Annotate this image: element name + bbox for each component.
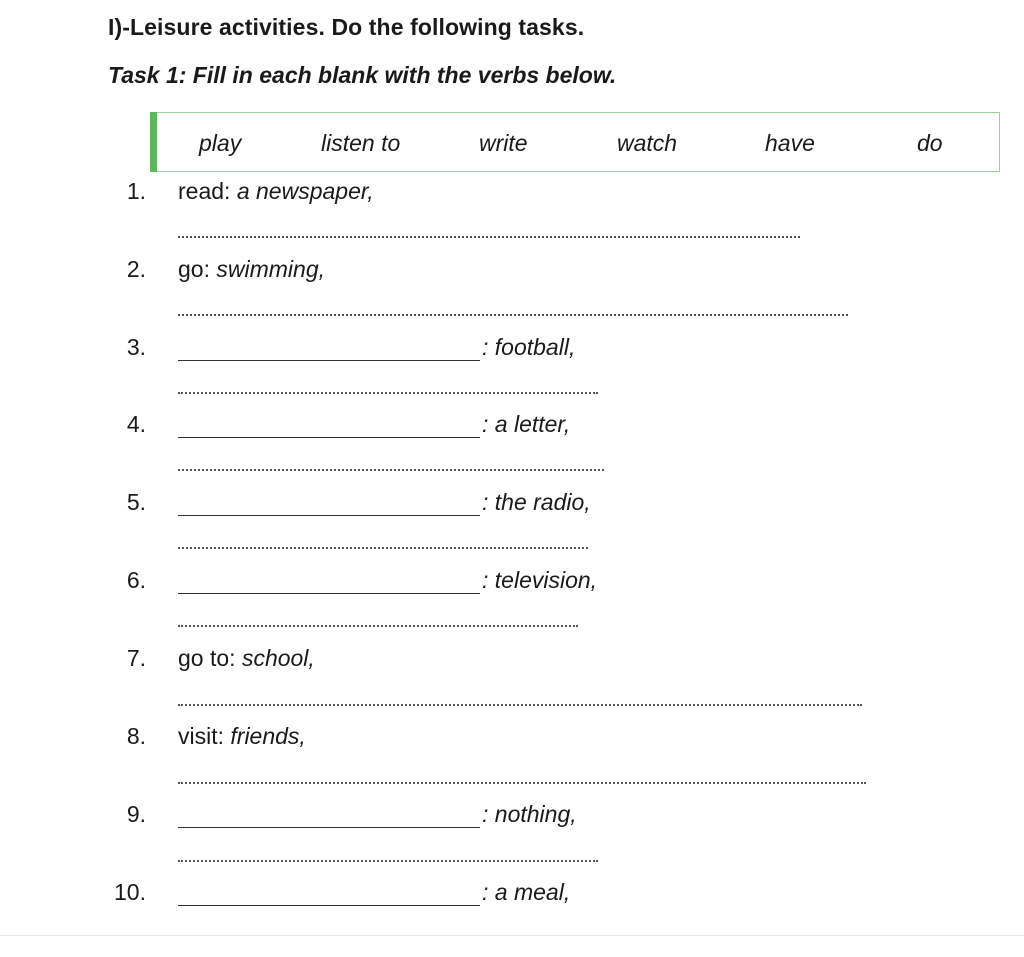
word-bank-item: play [199, 130, 242, 156]
word-bank-item: listen to [321, 130, 401, 156]
exercise-item-3 [0, 334, 1024, 374]
word-bank-accent-bar [150, 112, 157, 172]
exercise-item-4 [0, 411, 1024, 451]
verb-blank-4[interactable] [178, 411, 480, 438]
item-verb: visit: [178, 723, 224, 749]
page-bottom-divider [0, 935, 1024, 936]
exercise-item-5 [0, 489, 1024, 529]
item-object: : a letter, [482, 411, 571, 437]
item-verb: go to: [178, 645, 236, 671]
item-number: 5. [126, 489, 146, 515]
verb-blank-5[interactable] [178, 489, 480, 516]
verb-blank-9[interactable] [178, 801, 480, 828]
exercise-item-2 [0, 256, 1024, 296]
exercise-item-8 [0, 723, 1024, 763]
item-number: 2. [126, 256, 146, 282]
item-verb: go: [178, 256, 210, 282]
item-number: 3. [126, 334, 146, 360]
item-prompt [178, 723, 306, 750]
item-object: : football, [482, 334, 576, 360]
answer-line-2[interactable] [178, 312, 848, 316]
item-number: 9. [126, 801, 146, 827]
item-object: : a meal, [482, 879, 571, 905]
answer-line-6[interactable] [178, 623, 578, 627]
item-object: swimming, [216, 256, 325, 282]
answer-line-5[interactable] [178, 545, 588, 549]
item-prompt [178, 256, 325, 283]
exercise-item-9 [0, 801, 1024, 841]
exercise-item-1 [0, 178, 1024, 218]
verb-blank-10[interactable] [178, 879, 480, 906]
item-number: 10. [114, 879, 146, 905]
answer-line-3[interactable] [178, 390, 598, 394]
exercise-item-10 [0, 879, 1024, 919]
item-prompt [178, 178, 374, 205]
word-bank-item: do [917, 130, 943, 156]
item-number: 4. [126, 411, 146, 437]
word-bank-item: write [479, 130, 528, 156]
exercise-item-7 [0, 645, 1024, 685]
verb-blank-6[interactable] [178, 567, 480, 594]
word-bank-item: have [765, 130, 815, 156]
item-object: a newspaper, [236, 178, 374, 204]
exercise-item-6 [0, 567, 1024, 607]
item-object: : the radio, [482, 489, 591, 515]
word-bank-box [150, 112, 1000, 172]
answer-line-4[interactable] [178, 467, 604, 471]
answer-line-9[interactable] [178, 858, 598, 862]
item-number: 1. [126, 178, 146, 204]
section-heading: I)-Leisure activities. Do the following tasks. [108, 14, 585, 40]
item-prompt [178, 645, 315, 672]
item-object: : nothing, [482, 801, 577, 827]
item-object: : television, [482, 567, 598, 593]
word-bank-item: watch [617, 130, 678, 156]
item-object: friends, [230, 723, 306, 749]
item-number: 6. [126, 567, 146, 593]
answer-line-8[interactable] [178, 780, 866, 784]
item-object: school, [241, 645, 315, 671]
task-title: Task 1: Fill in each blank with the verbs below. [108, 62, 617, 88]
item-number: 8. [126, 723, 146, 749]
item-number: 7. [126, 645, 146, 671]
item-verb: read: [178, 178, 231, 204]
verb-blank-3[interactable] [178, 334, 480, 361]
answer-line-1[interactable] [178, 234, 800, 238]
answer-line-7[interactable] [178, 702, 862, 706]
